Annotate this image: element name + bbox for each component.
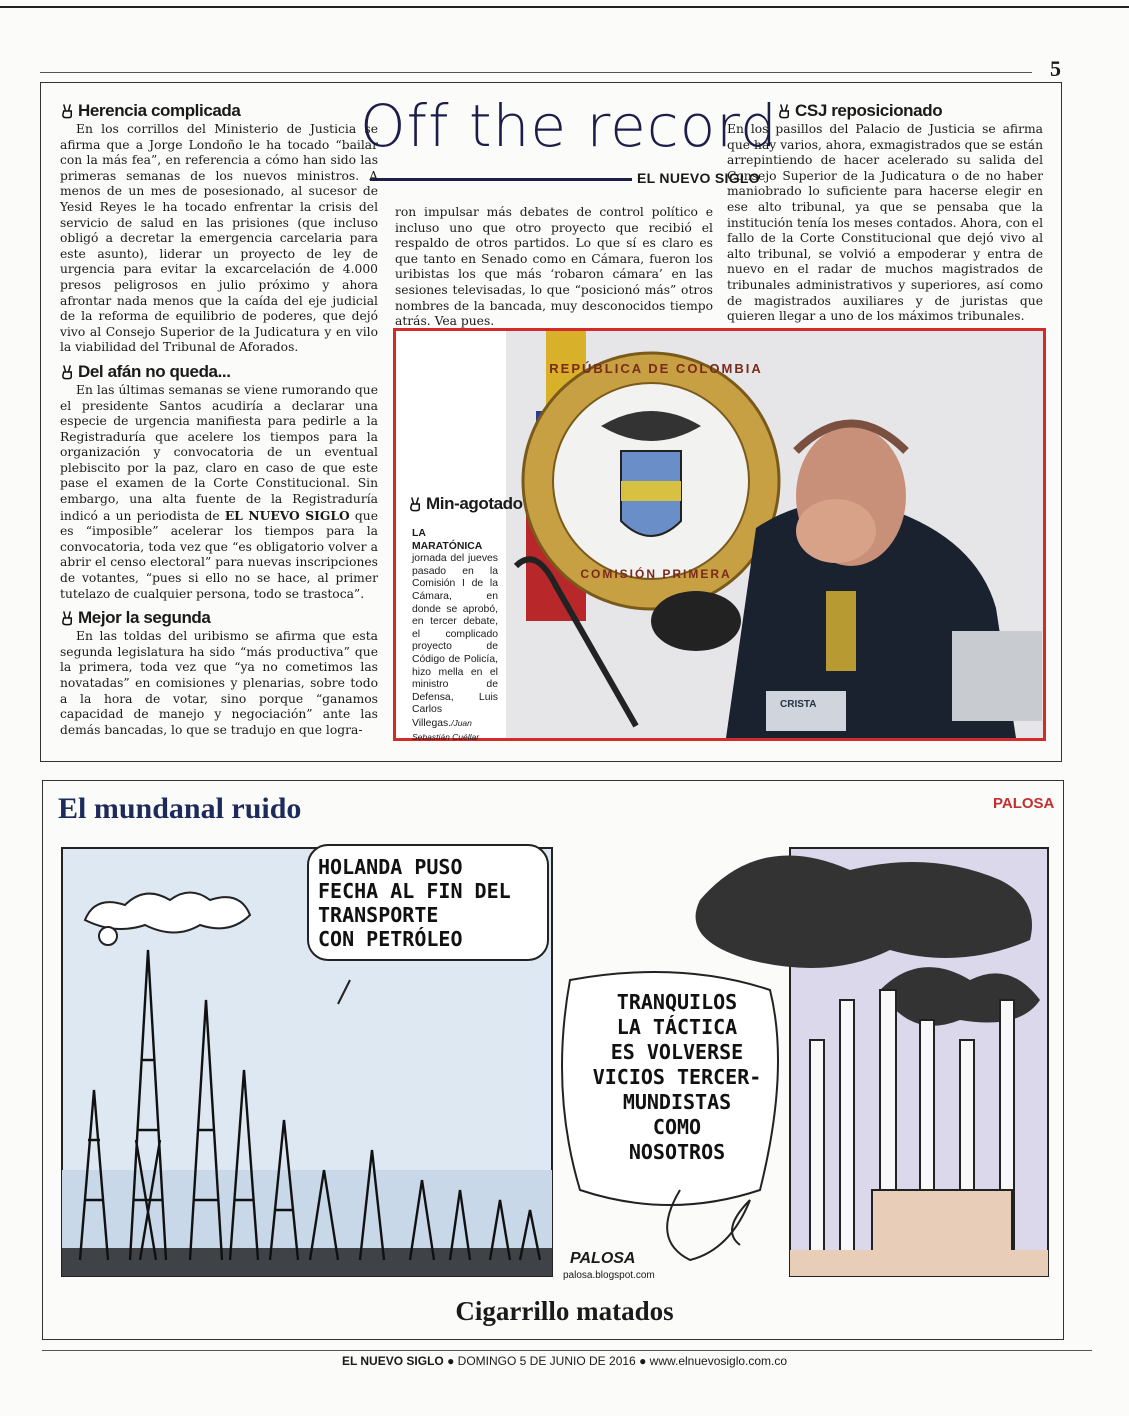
page-number: 5	[1050, 56, 1061, 81]
story-text-mejor-la-segunda: En las toldas del uribismo se afirma que esta segunda legislatura ha sido “más productiva” que la primera, toda vez que “ya no cometimos las novatadas” en comisiones y plenarias, sobre todo a la hora de votar, sino porque “ganamos capacidad de manejo y negociación” ante las demás bancadas, lo que se tradujo en que logra-	[60, 629, 378, 737]
cartoon-blog: palosa.blogspot.com	[563, 1270, 655, 1281]
story-text-herencia: En los corrillos del Ministerio de Justicia se afirma que a Jorge Londoño le ha tocado “bailar con la más fea”, en referencia a cómo han sido las primeras semanas de los nuevos ministros. A menos de un mes de posesionado, al sucesor de Yesid Reyes le ha tocado enfrentar la crisis del servicio de salud en las prisiones (que incluso obligó a decretar la emergencia carcelaria para este asunto), liderar un proyecto de ley de urgencia para evitar la excarcelación de 4.000 presos peligrosos en julio próximo y ahora afrontar nada menos que la caída del eje judicial de la reforma de equilibrio de poderes, que dejó vivo al Consejo Superior de la Judicatura y en vilo la viabilidad del Tribunal de Aforados.	[60, 122, 378, 355]
seal-inscription: REPÚBLICA DE COLOMBIA	[549, 361, 763, 376]
bullet-icon: ●	[447, 1354, 455, 1368]
story-text-del-afan: En las últimas semanas se viene rumorando que el presidente Santos acudiría a declarar una especie de urgencia manifiesta para pedirle a la Registraduría que acelere los tiempos para la organización y convocatoria de un eventual plebiscito por la paz, claro en caso de que este pase el examen de la Corte Constitucional. Sin embargo, una alta fuente de la Registraduría indicó a un periodista de EL NUEVO SIGLO que es “imposible” acelerar los tiempos para la convocatoria, toda vez que “es obligatorio volver a abrir el censo electoral” para nuevas inscripciones de votantes, “pues si ello no se hace, al primer tutelazo de cualquier persona, todo se trastoca”.	[60, 382, 378, 601]
victory-hand-icon	[408, 496, 423, 512]
seal-inscription-bottom: COMISIÓN PRIMERA	[580, 567, 732, 581]
cartoon-drawing	[60, 840, 1050, 1284]
speech-bubble-tranquilos: TRANQUILOS LA TÁCTICA ES VOLVERSE VICIOS TERCER- MUNDISTAS COMO NOSOTROS	[592, 990, 762, 1164]
middle-column	[395, 205, 713, 330]
top-border-line	[0, 6, 1129, 8]
cartoon-section-title: El mundanal ruido	[58, 792, 302, 825]
footer-rule	[42, 1350, 1092, 1351]
story-heading-mejor-la-segunda: Mejor la segunda	[60, 610, 378, 626]
cartoon-caption: Cigarrillo matados	[455, 1296, 674, 1326]
story-text-continuation: ron impulsar más debates de control político e incluso uno que otro proyecto que recibió el respaldo de otros partidos. Lo que sí es claro es que tanto en Senado como en Cámara, fueron los uribistas los que más ‘robaron cámara’ en las sesiones televisadas, lo que “posicionó más” otros nombres de la bancada, muy desconocidos tiempo atrás. Vea pues.	[395, 205, 713, 329]
section-masthead: Off the record	[360, 92, 778, 160]
story-text-csj: En los pasillos del Palacio de Justicia se afirma que hay varios, ahora, exmagistrados que se están arrepintiendo de hacer acelerado su salida del Consejo Superior de la Judicatura o de no haber maniobrado lo suficiente para hacerse elegir en ese alto tribunal, ya que se pensaba que la institución tenía los meses contados. Ahora, con el fallo de la Corte Constitucional que dejó vivo al alto tribunal, se volvió a empoderar y entra de nuevo en el radar de muchos magistrados de tribunales administrativos y superiores, así como de magistrados auxiliares y de juristas que quieren llegar a uno de los máximos tribunales.	[727, 122, 1044, 324]
header-rule	[40, 72, 1032, 73]
victory-hand-icon	[60, 103, 75, 119]
mic-label: CRISTA	[780, 699, 817, 710]
cartoon-signature: PALOSA	[570, 1250, 636, 1267]
footer-date: DOMINGO 5 DE JUNIO DE 2016	[457, 1354, 636, 1368]
story-heading-del-afan: Del afán no queda...	[60, 364, 378, 380]
speech-bubble-holanda: HOLANDA PUSO FECHA AL FIN DEL TRANSPORTE CON PETRÓLEO	[318, 855, 511, 951]
right-column	[727, 103, 1043, 325]
victory-hand-icon	[60, 364, 75, 380]
photo-heading: Min-agotado	[408, 494, 523, 514]
photo-caption: LA MARATÓNICA jornada del jueves pasado en la Comisión I de la Cámara, en donde se aprobó, en tercer debate, el complicado proyecto de Código de Policía, hizo mella en el ministro de Defensa, Luis Carlos Villegas./Juan Sebastián Cuéllar	[412, 528, 498, 742]
footer-brand: EL NUEVO SIGLO	[341, 1354, 444, 1368]
victory-hand-icon	[777, 103, 792, 119]
bullet-icon: ●	[639, 1354, 647, 1368]
victory-hand-icon	[60, 610, 75, 626]
story-heading-csj: CSJ reposicionado	[777, 103, 1043, 119]
page-footer	[0, 1354, 1129, 1368]
footer-url[interactable]: www.elnuevosiglo.com.co	[649, 1354, 788, 1368]
masthead-brand: EL NUEVO SIGLO	[637, 170, 760, 186]
story-heading-herencia: Herencia complicada	[60, 103, 378, 119]
masthead-rule	[370, 178, 632, 181]
left-column	[60, 103, 378, 738]
cartoon-author: PALOSA	[993, 795, 1055, 812]
